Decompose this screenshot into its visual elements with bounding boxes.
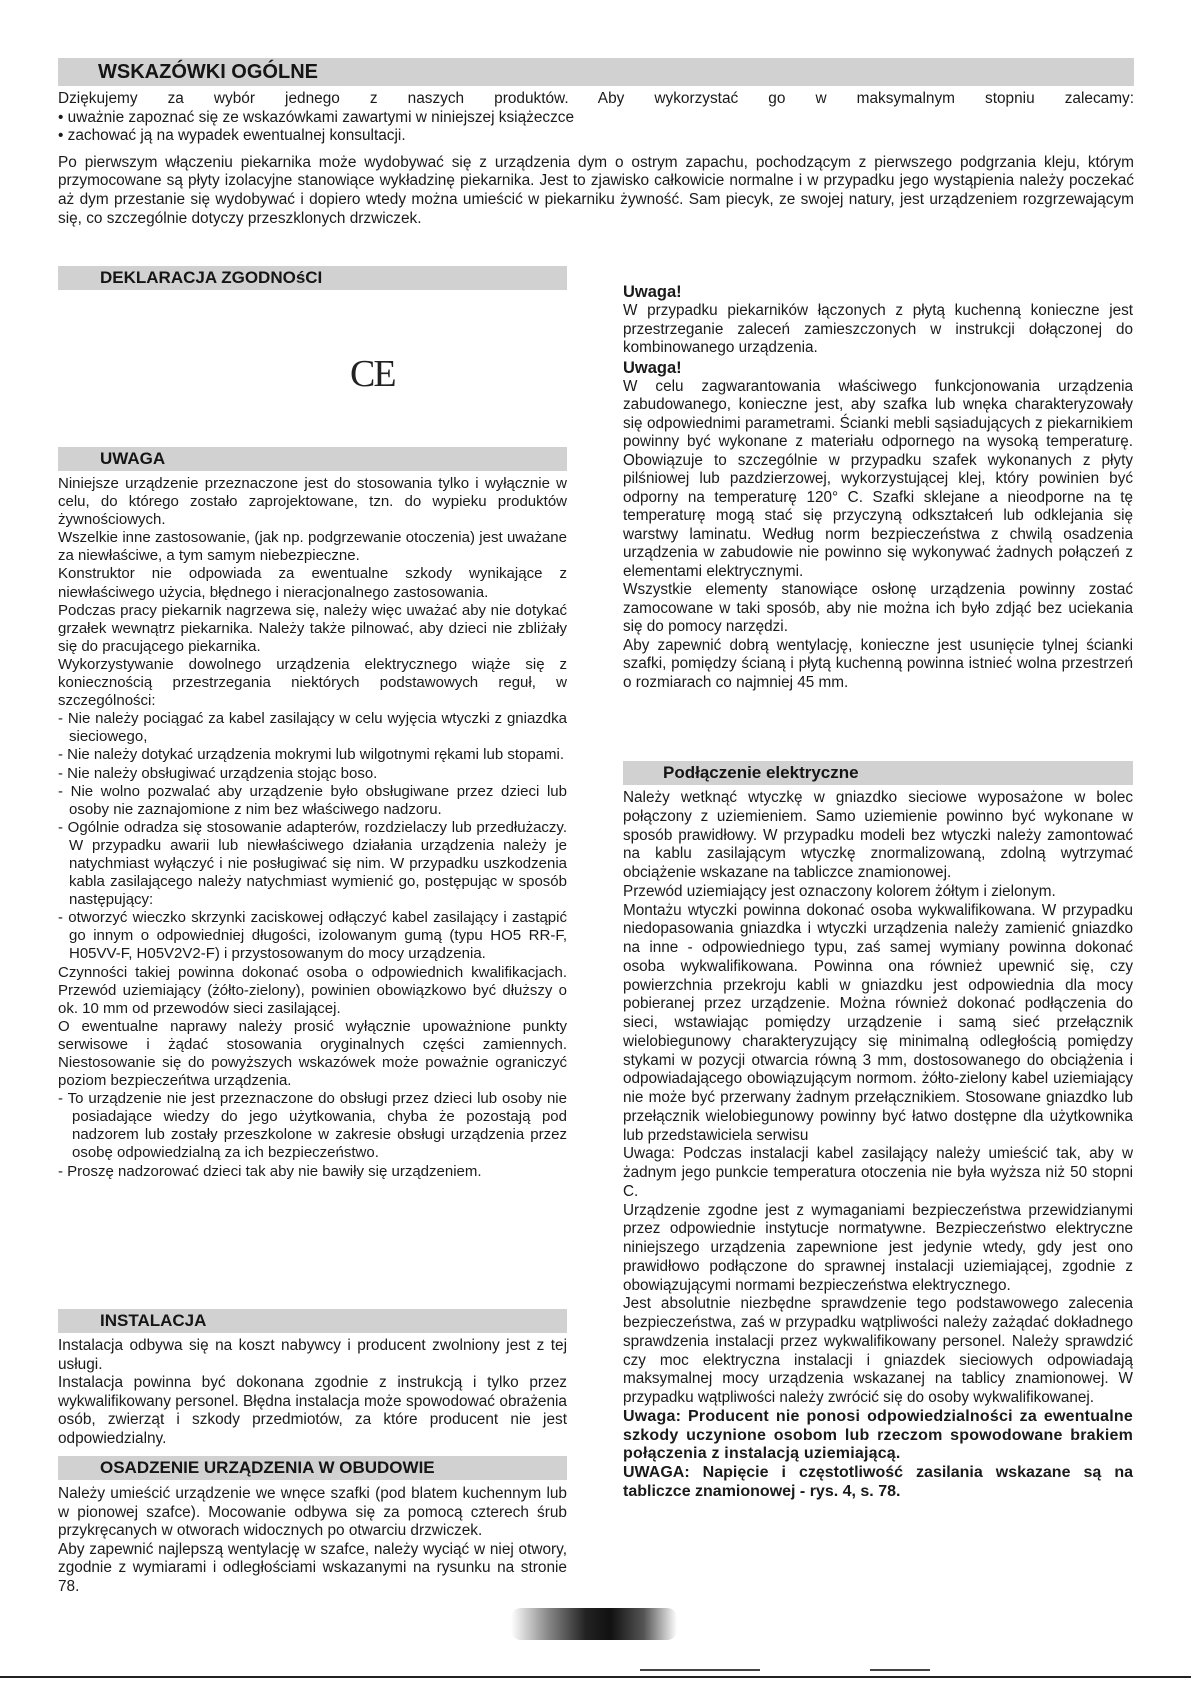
electrical-para-3: Montażu wtyczki powinna dokonać osoba wykwalifikowana. W przypadku niedopasowania gniazdka i wtyczki urządzenia należy zamienić gniazdko na inne - odpowiedniego typu, zaś samej wymiany powinna dokonać osoba wykwalifikowana. Powinna ona również upewnić się, czy powierzchnia przekroju kabli w gniazdku jest odpowiednia dla mocy pobieranej przez urządzenie. Można również dokonać podłączenia do sieci, wstawiając pomiędzy urządzenie i samą sieć przełącznik wielobiegunowy charakteryzujący się minimalną odległością pomiędzy stykami w pozycji otwarcia równą 3 mm, dostosowanego do obciążenia i odpowiadającego obowiązującym normom. żółto-zielony kabel uziemiający nie może być przerwany żadnym przełącznikiem. Stosowane gniazdko lub przełącznik wielobiegunowy powinny być łatwo dostępne dla użytkownika lub przedstawiciela serwisu (623, 901, 1133, 1144)
electrical-para-4: Uwaga: Podczas instalacji kabel zasilający należy umieścić tak, aby w żadnym jego punkcie temperatura otoczenia nie była wyższa niż 50 stopni C. (623, 1145, 1133, 1200)
caution-line: - Nie wolno pozwalać aby urządzenie było obsługiwane przez dzieci lub osoby nie zaznajomione z nim bez właściwego nadzoru. (58, 782, 567, 818)
installation-text (58, 1337, 567, 1449)
heading-housing: OSADZENIE URZĄDZENIA W OBUDOWIE (58, 1456, 567, 1480)
footer-dash-1 (640, 1669, 760, 1671)
housing-para-2: Aby zapewnić najlepszą wentylację w szafce, należy wyciąć w niej otwory, zgodnie z wymiarami i odległościami wskazanymi na rysunku na stronie 78. (58, 1540, 567, 1595)
caution-text (58, 475, 567, 1181)
electrical-bold-warning-2: UWAGA: Napięcie i częstotliwość zasilania wskazane są na tabliczce znamionowej - rys. 4, s. 78. (623, 1464, 1133, 1500)
heading-general: WSKAZÓWKI OGÓLNE (58, 58, 1134, 86)
footer-dash-2 (870, 1669, 930, 1671)
caution-line: Podczas pracy piekarnik nagrzewa się, należy więc uważać aby nie dotykać grzałek wewnątrz piekarnika. Należy także pilnować, aby dzieci nie zbliżały się do pracującego piekarnika. (58, 601, 567, 655)
electrical-para-6: Jest absolutnie niezbędne sprawdzenie tego podstawowego zalecenia bezpieczeństwa, zaś w przypadku wątpliwości należy zażądać dokładnego sprawdzenia instalacji przez wykwalifikowany personel. Należy sprawdzić czy moc elektryczna instalacji i gniazdek sieciowych odpowiadają maksymalnej mocy urządzenia wskazanej na tablicy znamionowej. W przypadku wątpliwości należy zwrócić się do osoby wykwalifikowanej. (623, 1295, 1133, 1406)
note1-title: Uwaga! (623, 283, 682, 301)
electrical-bold-warning-1: Uwaga: Producent nie ponosi odpowiedzialności za ewentualne szkody uczynione osobom lub rzeczom spowodowane brakiem połączenia z instalacją uziemiającą. (623, 1407, 1133, 1463)
caution-line: - To urządzenie nie jest przeznaczone do obsługi przez dzieci lub osoby nie posiadające wiedzy do jego użytkowania, chyba że pozostają pod nadzorem lub zostały przeszkolone w zakresie obsługi urządzenia przez osobę odpowiedzialną za ich bezpieczeństwo. (58, 1090, 567, 1162)
heading-electrical: Podłączenie elektryczne (623, 761, 1133, 785)
intro-bullet-1: • uważnie zapoznać się ze wskazówkami zawartymi w niniejszej książeczce (58, 108, 575, 126)
caution-line: - otworzyć wieczko skrzynki zaciskowej odłączyć kabel zasilający i zastąpić go innym o odpowiedniej długości, izolowanym gumą (typu HO5 RR-F, H05VV-F, H05V2V2-F) i przystosowanym do mocy urządzenia. (58, 909, 567, 963)
notes-block (623, 282, 1133, 692)
note1-text: W przypadku piekarników łączonych z płytą kuchenną konieczne jest przestrzeganie zaleceń zamieszczonych w instrukcji dołączonej do kombinowanego urządzenia. (623, 302, 1133, 356)
intro-thanks: Dziękujemy za wybór jednego z naszych produktów. Aby wykorzystać go w maksymalnym stopniu zalecamy: (58, 90, 1134, 107)
heading-declaration: DEKLARACJA ZGODNOśCI (58, 266, 567, 290)
ce-mark: CE (350, 353, 395, 395)
heading-caution: UWAGA (58, 447, 567, 471)
housing-text (58, 1485, 567, 1597)
intro-smoke-paragraph: Po pierwszym włączeniu piekarnika może wydobywać się z urządzenia dym o ostrym zapachu, pochodzącym z pierwszego podgrzania kleju, którym przymocowane są płyty izolacyjne stanowiące wykładzinę piekarnika. Jest to zjawisko całkowicie normalne i w przypadku jego wystąpienia należy poczekać aż dym przestanie się wydobywać i dopiero wtedy można umieścić w piekarniku żywność. Sam piecyk, ze swojej natury, jest urządzeniem rozgrzewającym się, co szczególnie dotyczy przeszklonych drzwiczek. (58, 153, 1134, 227)
caution-line: - Proszę nadzorować dzieci tak aby nie bawiły się urządzeniem. (58, 1162, 482, 1180)
page-footer-tab (511, 1608, 677, 1640)
caution-line: Niniejsze urządzenie przeznaczone jest do stosowania tylko i wyłącznie w celu, do którego zostało zaprojektowane, tzn. do wypieku produktów żywnościowych. (58, 475, 567, 529)
caution-line: O ewentualne naprawy należy prosić wyłącznie upoważnione punkty serwisowe i żądać stosowania oryginalnych części zamiennych. Niestosowanie się do powyższych wskazówek może poważnie ograniczyć poziom bezpieczeńtwa urządzenia. (58, 1017, 567, 1090)
note2-para-2: Wszystkie elementy stanowiące osłonę urządzenia powinny zostać zamocowane w taki sposób, aby nie można ich było zdjąć bez uciekania się do pomocy narzędzi. (623, 581, 1133, 635)
installation-para-1: Instalacja odbywa się na koszt nabywcy i producent zwolniony jest z tej usługi. (58, 1337, 567, 1373)
note2-para-3: Aby zapewnić dobrą wentylację, konieczne jest usunięcie tylnej ścianki szafki, pomiędzy ścianą i płytą kuchenną powinna istnieć wolna przestrzeń o rozmiarach co najmniej 45 mm. (623, 636, 1133, 691)
note2-title: Uwaga! (623, 358, 682, 377)
footer-rule (0, 1676, 1191, 1678)
electrical-text (623, 789, 1133, 1502)
note2-para-1: W celu zagwarantowania właściwego funkcjonowania urządzenia zabudowanego, konieczne jest, aby szafka lub wnęka charakteryzowały się odpowiednimi parametrami. Ścianki mebli sąsiadujących z piekarnikiem powinny być wykonane z materiału odpornego na wysoką temperaturę. Obowiązuje to szczególnie w przypadku szafek wykonanych z płyty pilśniowej lub pazdzierzowej, wykorzystującej klej, który powinien być odporny na temperaturę 120° C. Szafki sklejane a nieodporne na tę temperaturę mogą stać się przyczyną odkształceń lub odklejania się warstwy laminatu. Według norm bezpieczeństwa z chwilą osadzenia urządzenia w zabudowie nie powinno się wykonywać żadnych połączeń z elementami elektrycznymi. (623, 377, 1133, 580)
electrical-para-2: Przewód uziemiający jest oznaczony kolorem żółtym i zielonym. (623, 882, 1056, 900)
caution-line: Wykorzystywanie dowolnego urządzenia elektrycznego wiąże się z koniecznością przestrzegania niektórych podstawowych reguł, w szczególności: (58, 655, 567, 710)
caution-line: - Nie należy obsługiwać urządzenia stojąc boso. (58, 764, 378, 782)
caution-line: - Ogólnie odradza się stosowanie adapterów, rozdzielaczy lub przedłużaczy. W przypadku awarii lub niewłaściwego działania urządzenia należy je natychmiast wyłączyć i nie posługiwać się nim. W przypadku uszkodzenia kabla zasilającego należy natychmiast wymienić go, postępując w sposób następujący: (58, 818, 567, 909)
caution-line: Wszelkie inne zastosowanie, (jak np. podgrzewanie otoczenia) jest uważane za niewłaściwe, a tym samym niebezpieczne. (58, 529, 567, 565)
caution-line: - Nie należy pociągać za kabel zasilający w celu wyjęcia wtyczki z gniazdka sieciowego, (58, 710, 567, 746)
housing-para-1: Należy umieścić urządzenie we wnęce szafki (pod blatem kuchennym lub w pionowej szafce). Mocowanie odbywa się za pomocą czterech śrub przykręcanych w otworach widocznych po otwarciu drzwiczek. (58, 1485, 567, 1540)
intro-bullet-2: • zachować ją na wypadek ewentualnej konsultacji. (58, 127, 406, 145)
caution-line: Konstruktor nie odpowiada za ewentualne szkody wynikające z niewłaściwego użycia, błędnego i nieracjonalnego zastosowania. (58, 565, 567, 601)
electrical-para-5: Urządzenie zgodne jest z wymaganiami bezpieczeństwa przewidzianymi przez odpowiednie instytucje normatywne. Bezpieczeństwo elektryczne niniejszego urządzenia zapewnione jest jedynie wtedy, gdy jest ono prawidłowo podłączone do sprawnej instalacji uziemiającej, zgodnie z obowiązującymi normami bezpieczeństwa elektrycznego. (623, 1201, 1133, 1294)
caution-line: Czynności takiej powinna dokonać osoba o odpowiednich kwalifikacjach. Przewód uziemiający (żółto-zielony), powinien obowiązkowo być dłuższy o ok. 10 mm od przewodów sieci zasilającej. (58, 963, 567, 1017)
electrical-para-1: Należy wetknąć wtyczkę w gniazdko sieciowe wyposażone w bolec połączony z uziemieniem. Samo uziemienie powinno być wykonane w sposób prawidłowy. W przypadku modeli bez wtyczki należy zamontować na kablu zasilającym wtyczkę znormalizowaną, zdolną wytrzymać obciążenie wskazane na tabliczce znamionowej. (623, 789, 1133, 881)
general-intro (58, 90, 1134, 228)
installation-para-2: Instalacja powinna być dokonana zgodnie z instrukcją i tylko przez wykwalifikowany personel. Błędna instalacja może spowodować obrażenia osób, zwierząt i szkody przedmiotów, za które producent nie jest odpowiedzialny. (58, 1374, 567, 1447)
heading-installation: INSTALACJA (58, 1309, 567, 1333)
caution-line: - Nie należy dotykać urządzenia mokrymi lub wilgotnymi rękami lub stopami. (58, 746, 565, 764)
